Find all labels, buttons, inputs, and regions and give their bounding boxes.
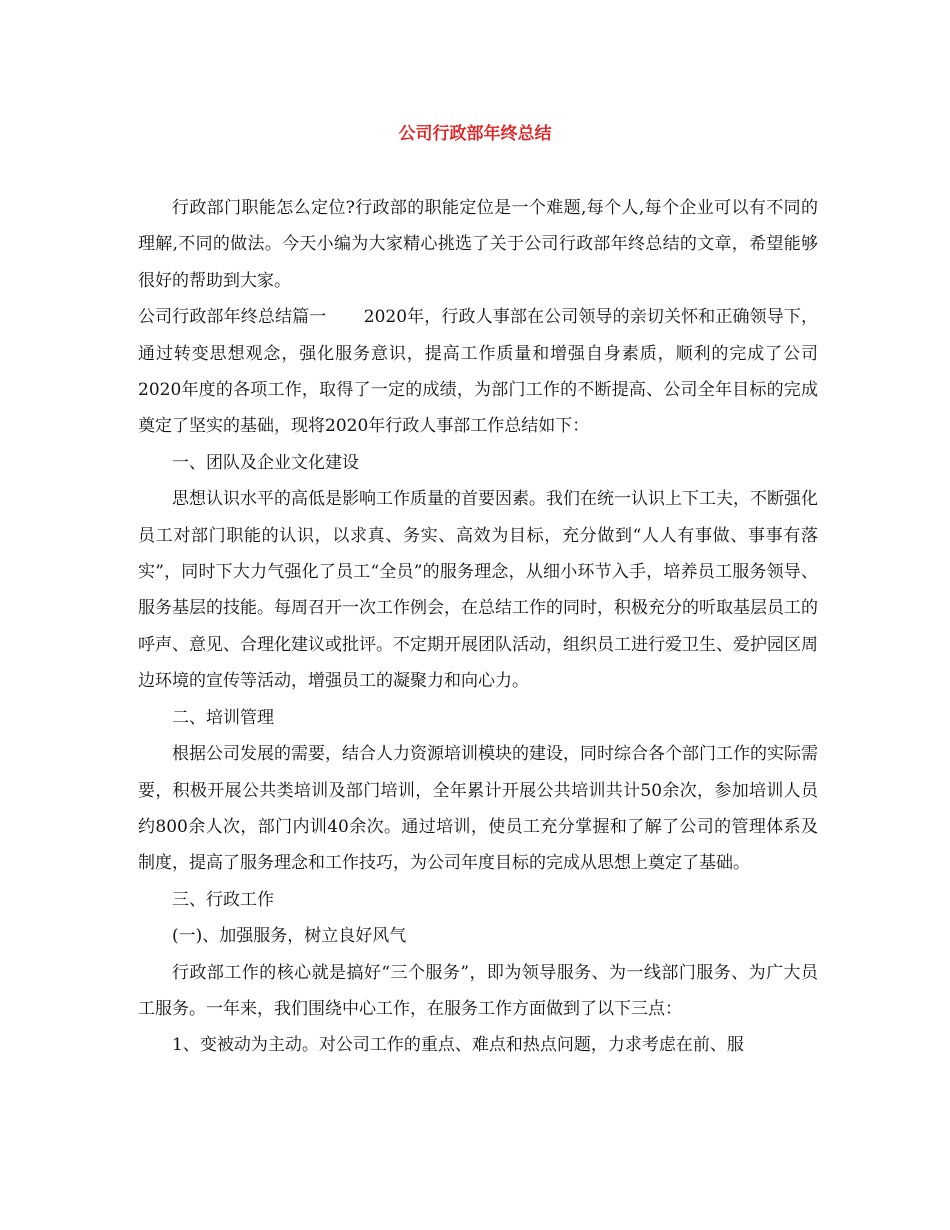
intro-paragraph: 行政部门职能怎么定位?行政部的职能定位是一个难题,每个人,每个企业可以有不同的理解,不同的做法。今天小编为大家精心挑选了关于公司行政部年终总结的文章，希望能够很好的帮助到大家。 <box>138 198 818 291</box>
summary-opening-text: 2020年，行政人事部在公司领导的亲切关怀和正确领导下，通过转变思想观念，强化服务意识，提高工作质量和增强自身素质，顺利的完成了公司2020年度的各项工作，取得了一定的成绩，为部门工作的不断提高、公司全年目标的完成奠定了坚实的基础，现将2020年行政人事部工作总结如下： <box>138 307 819 437</box>
document-title: 公司行政部年终总结 <box>398 124 552 144</box>
heading-admin-work: 三、行政工作 <box>172 889 274 910</box>
heading-training: 二、培训管理 <box>172 707 274 728</box>
service-paragraph: 行政部工作的核心就是搞好“三个服务”，即为领导服务、为一线部门服务、为广大员工服务。一年来，我们围绕中心工作，在服务工作方面做到了以下三点： <box>138 962 818 1019</box>
subheading-service: (一)、加强服务，树立良好风气 <box>172 926 407 947</box>
training-paragraph: 根据公司发展的需要，结合人力资源培训模块的建设，同时综合各个部门工作的实际需要，积极开展公共类培训及部门培训，全年累计开展公共培训共计50余次，参加培训人员约800余人次，部门内训40余次。通过培训，使员工充分掌握和了解了公司的管理体系及制度，提高了服务理念和工作技巧，为公司年度目标的完成从思想上奠定了基础。 <box>138 744 818 874</box>
point-one-paragraph: 1、变被动为主动。对公司工作的重点、难点和热点问题，力求考虑在前、服 <box>172 1035 744 1056</box>
document-body <box>138 190 818 1064</box>
article-label: 公司行政部年终总结篇一 <box>138 307 327 328</box>
team-culture-paragraph: 思想认识水平的高低是影响工作质量的首要因素。我们在统一认识上下工夫，不断强化员工对部门职能的认识，以求真、务实、高效为目标，充分做到“人人有事做、事事有落实”，同时下大力气强化了员工“全员”的服务理念，从细小环节入手，培养员工服务领导、服务基层的技能。每周召开一次工作例会，在总结工作的同时，积极充分的听取基层员工的呼声、意见、合理化建议或批评。不定期开展团队活动，组织员工进行爱卫生、爱护园区周边环境的宣传等活动，增强员工的凝聚力和向心力。 <box>138 489 818 692</box>
heading-team-culture: 一、团队及企业文化建设 <box>172 452 359 473</box>
section-lead-paragraph <box>138 299 818 445</box>
